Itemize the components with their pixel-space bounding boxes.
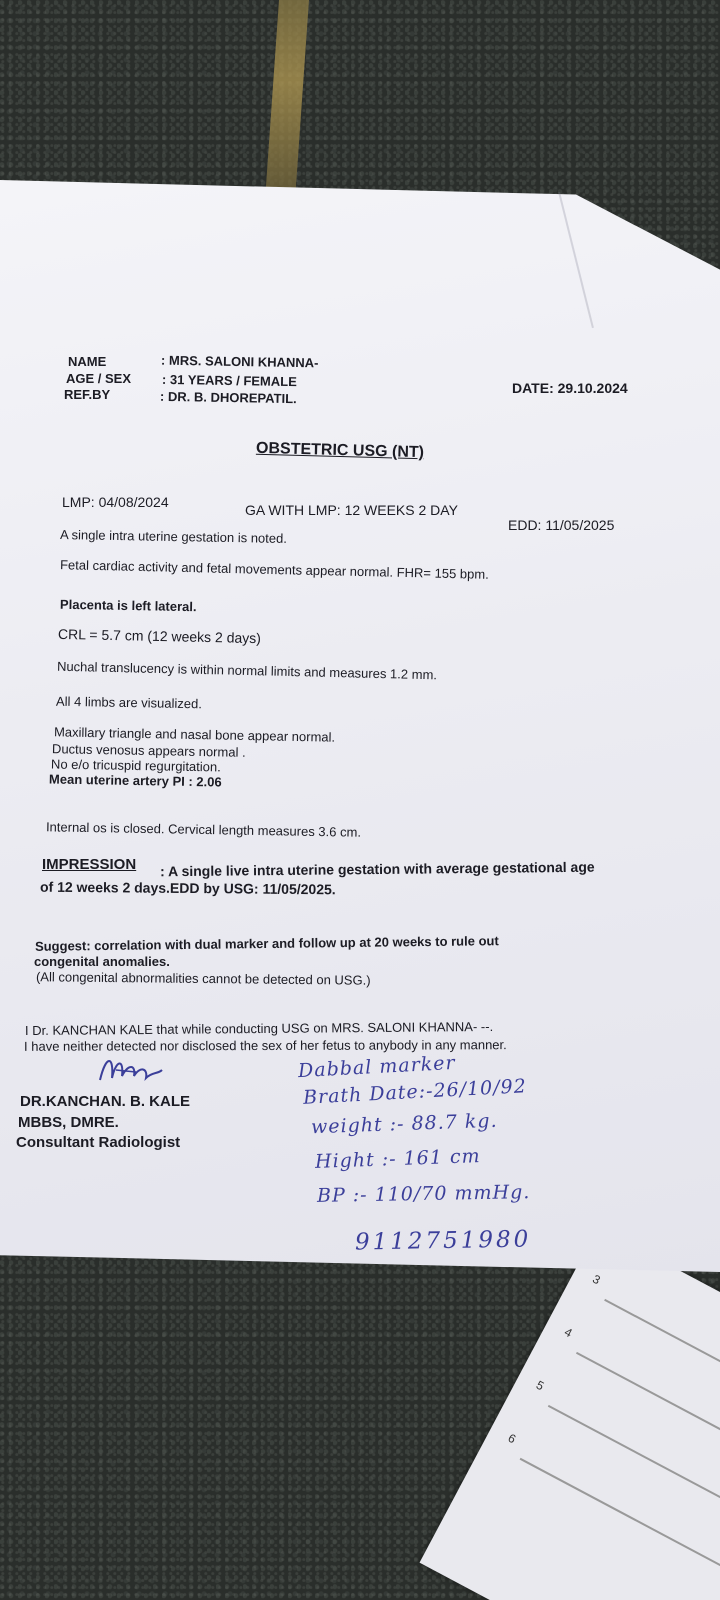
report-title: OBSTETRIC USG (NT) xyxy=(255,439,425,462)
ga-with-lmp: GA WITH LMP: 12 WEEKS 2 DAY xyxy=(245,502,458,518)
doctor-name: DR.KANCHAN. B. KALE xyxy=(20,1093,190,1110)
finding-line: A single intra uterine gestation is noted. xyxy=(59,527,288,546)
handwritten-note: Hight :- 161 cm xyxy=(314,1145,481,1173)
handwritten-note: Brath Date:-26/10/92 xyxy=(302,1075,528,1109)
carpet-streak xyxy=(265,0,309,200)
finding-line: Nuchal translucency is within normal limits and measures 1.2 mm. xyxy=(56,658,438,683)
age-sex-value: : 31 YEARS / FEMALE xyxy=(161,371,297,390)
declaration-text: I Dr. KANCHAN KALE that while conducting USG on MRS. SALONI KHANNA- --. xyxy=(24,1018,494,1039)
finding-line: Mean uterine artery PI : 2.06 xyxy=(48,771,222,790)
second-sheet xyxy=(420,1227,720,1600)
doctor-signature xyxy=(96,1050,166,1090)
finding-line: Maxillary triangle and nasal bone appear normal. xyxy=(53,724,336,745)
finding-line: No e/o tricuspid regurgitation. xyxy=(50,756,221,775)
sheet-number: 3 xyxy=(590,1271,603,1288)
handwritten-note: BP :- 110/70 mmHg. xyxy=(316,1181,531,1207)
finding-line: Placenta is left lateral. xyxy=(59,596,197,615)
doctor-role: Consultant Radiologist xyxy=(16,1134,181,1151)
name-label: NAME xyxy=(68,354,107,369)
doctor-degrees: MBBS, DMRE. xyxy=(18,1114,119,1131)
ref-label: REF.BY xyxy=(64,387,111,402)
finding-line: Ductus venosus appears normal . xyxy=(51,741,246,760)
finding-line: CRL = 5.7 cm (12 weeks 2 days) xyxy=(57,625,262,647)
impression-text: : A single live intra uterine gestation with average gestational age xyxy=(159,858,595,880)
finding-line: All 4 limbs are visualized. xyxy=(55,693,203,712)
suggest-text: congenital anomalies. xyxy=(34,954,170,969)
impression-text: of 12 weeks 2 days.EDD by USG: 11/05/2025. xyxy=(39,878,336,898)
name-value: : MRS. SALONI KHANNA- xyxy=(160,352,319,371)
sheet-number: 5 xyxy=(533,1377,547,1394)
handwritten-note: weight :- 88.7 kg. xyxy=(310,1109,498,1139)
age-sex-label: AGE / SEX xyxy=(66,371,132,386)
lmp: LMP: 04/08/2024 xyxy=(62,494,169,510)
finding-line: Internal os is closed. Cervical length measures 3.6 cm. xyxy=(45,819,362,840)
handwritten-phone: 9112751980 xyxy=(354,1226,532,1256)
suggest-note: (All congenital abnormalities cannot be detected on USG.) xyxy=(35,969,371,988)
suggest-text: Suggest: correlation with dual marker and follow up at 20 weeks to rule out xyxy=(34,933,499,954)
sheet-number: 4 xyxy=(562,1324,575,1341)
ref-value: : DR. B. DHOREPATIL. xyxy=(159,388,297,407)
handwritten-note: Dabbal marker xyxy=(297,1051,457,1083)
edd: EDD: 11/05/2025 xyxy=(508,517,615,533)
impression-label: IMPRESSION xyxy=(42,856,137,873)
report-date: DATE: 29.10.2024 xyxy=(512,380,628,396)
finding-line: Fetal cardiac activity and fetal movements appear normal. FHR= 155 bpm. xyxy=(59,557,489,582)
declaration-text: I have neither detected nor disclosed the sex of her fetus to anybody in any manner. xyxy=(23,1037,507,1054)
sheet-number: 6 xyxy=(505,1430,519,1447)
